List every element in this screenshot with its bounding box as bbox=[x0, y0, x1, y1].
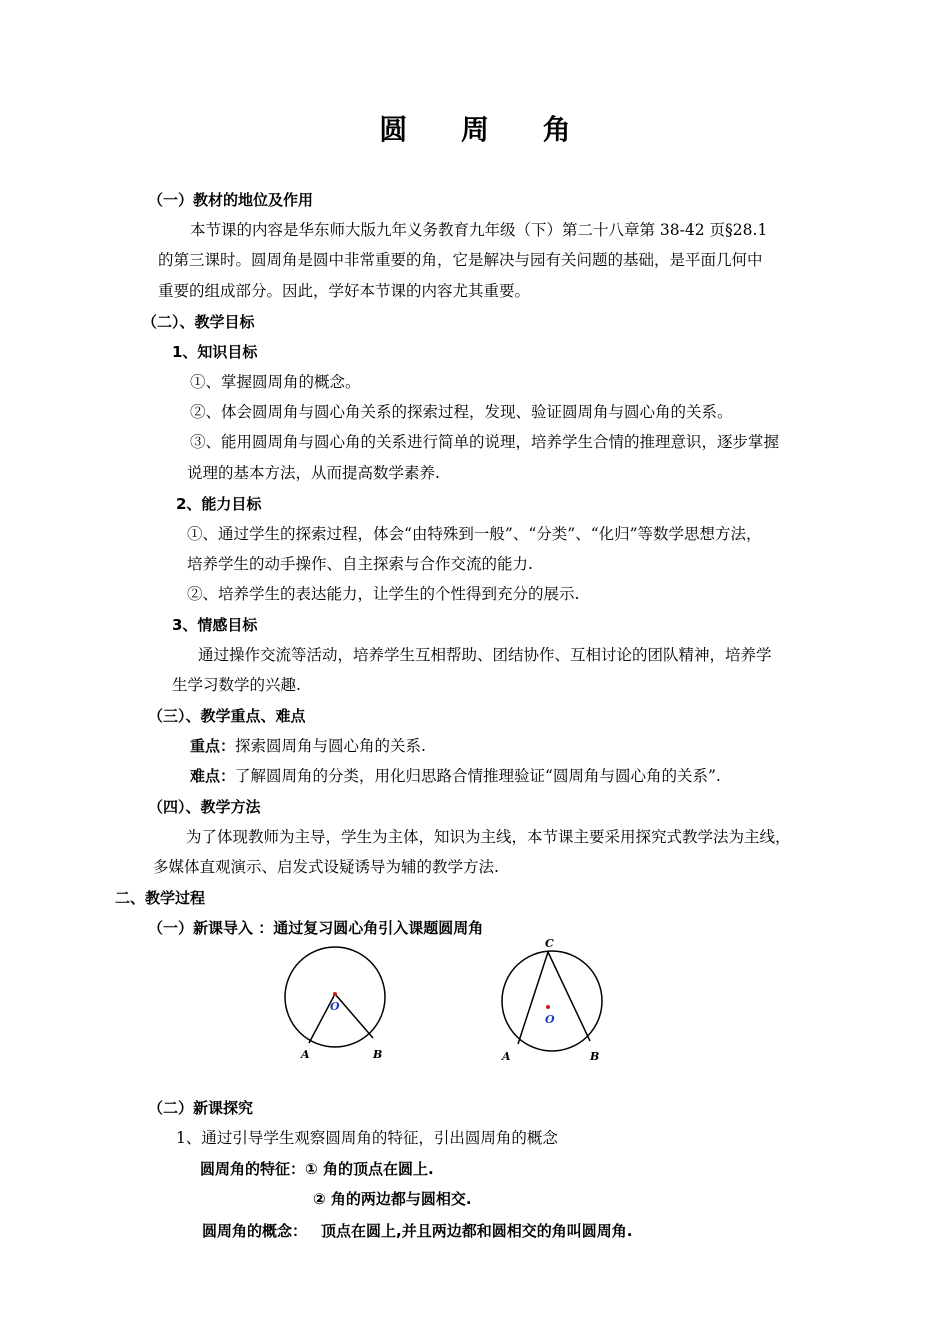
inscribed-angle-figure bbox=[495, 933, 615, 1067]
list-item: ②、培养学生的表达能力，让学生的个性得到充分的展示. bbox=[187, 585, 580, 603]
key-label: 重点： bbox=[190, 737, 236, 755]
list-item: ③、能用圆周角与圆心角的关系进行简单的说理，培养学生合情的推理意识，逐步掌握 bbox=[190, 433, 780, 451]
list-item: ①、掌握圆周角的概念。 bbox=[190, 373, 361, 391]
feature-line-1 bbox=[200, 1159, 434, 1179]
feature-2: ② 角的两边都与圆相交. bbox=[313, 1190, 472, 1208]
list-item-continued: 说理的基本方法，从而提高数学素养. bbox=[187, 464, 440, 482]
center-dot bbox=[546, 1005, 550, 1009]
difficult-point bbox=[190, 766, 721, 786]
center-label: O bbox=[330, 1000, 340, 1013]
paragraph-line: 的第三课时。圆周角是圆中非常重要的角，它是解决与园有关问题的基础，是平面几何中 bbox=[158, 251, 763, 269]
section-heading-2: （二）、教学目标 bbox=[142, 313, 255, 331]
subheading-knowledge: 1、知识目标 bbox=[172, 343, 258, 361]
concept-line bbox=[202, 1221, 632, 1241]
subheading-ability: 2、能力目标 bbox=[176, 495, 262, 513]
point-b-label: B bbox=[373, 1048, 383, 1061]
list-item: ②、体会圆周角与圆心角关系的探索过程，发现、验证圆周角与圆心角的关系。 bbox=[190, 403, 733, 421]
section-heading-4: （四）、教学方法 bbox=[148, 798, 261, 816]
concept-label: 圆周角的概念： bbox=[202, 1222, 308, 1240]
list-item: 1、通过引导学生观察圆周角的特征，引出圆周角的概念 bbox=[176, 1129, 558, 1147]
subheading-emotion: 3、情感目标 bbox=[172, 616, 258, 634]
list-item: ①、通过学生的探索过程，体会“由特殊到一般”、“分类”、“化归”等数学思想方法， bbox=[187, 525, 762, 543]
chord-ca bbox=[518, 952, 548, 1044]
page-title: 圆 周 角 bbox=[379, 113, 593, 146]
difficult-text: 了解圆周角的分类，用化归思路合情推理验证“圆周角与圆心角的关系”. bbox=[235, 767, 721, 785]
paragraph-line: 通过操作交流等活动，培养学生互相帮助、团结协作、互相讨论的团队精神，培养学 bbox=[198, 646, 772, 664]
part-heading-2: 二、教学过程 bbox=[115, 889, 206, 907]
chord-cb bbox=[548, 952, 590, 1041]
section-heading-3: （三）、教学重点、难点 bbox=[148, 707, 306, 725]
paragraph-line: 生学习数学的兴趣. bbox=[172, 676, 301, 694]
center-dot bbox=[333, 992, 337, 996]
paragraph-line: 多媒体直观演示、启发式设疑诱导为辅的教学方法. bbox=[153, 858, 499, 876]
feature-1: ① 角的顶点在圆上. bbox=[305, 1160, 434, 1178]
central-angle-figure bbox=[280, 940, 395, 1068]
feature-label: 圆周角的特征： bbox=[200, 1160, 306, 1178]
center-label: O bbox=[545, 1013, 555, 1026]
point-a-label: A bbox=[301, 1048, 310, 1061]
paragraph-line: 重要的组成部分。因此，学好本节课的内容尤其重要。 bbox=[158, 282, 531, 300]
radius-ob bbox=[335, 994, 373, 1038]
key-point bbox=[190, 736, 426, 756]
key-text: 探索圆周角与圆心角的关系. bbox=[235, 737, 426, 755]
point-a-label: A bbox=[502, 1050, 511, 1063]
concept-text: 顶点在圆上,并且两边都和圆相交的角叫圆周角. bbox=[321, 1222, 633, 1240]
point-c-label: C bbox=[545, 937, 554, 950]
subsection-heading-explore: （二）新课探究 bbox=[148, 1099, 254, 1117]
paragraph-line: 本节课的内容是华东师大版九年义务教育九年级（下）第二十八章第 38-42 页§28.1 bbox=[190, 221, 768, 239]
difficult-label: 难点： bbox=[190, 767, 236, 785]
point-b-label: B bbox=[590, 1050, 600, 1063]
section-heading-1: （一）教材的地位及作用 bbox=[148, 191, 314, 209]
list-item-continued: 培养学生的动手操作、自主探索与合作交流的能力. bbox=[187, 555, 533, 573]
circle bbox=[285, 947, 385, 1047]
subsection-heading-intro: （一）新课导入 ：通过复习圆心角引入课题圆周角 bbox=[148, 919, 484, 937]
paragraph-line: 为了体现教师为主导，学生为主体，知识为主线，本节课主要采用探究式教学法为主线， bbox=[186, 828, 791, 846]
